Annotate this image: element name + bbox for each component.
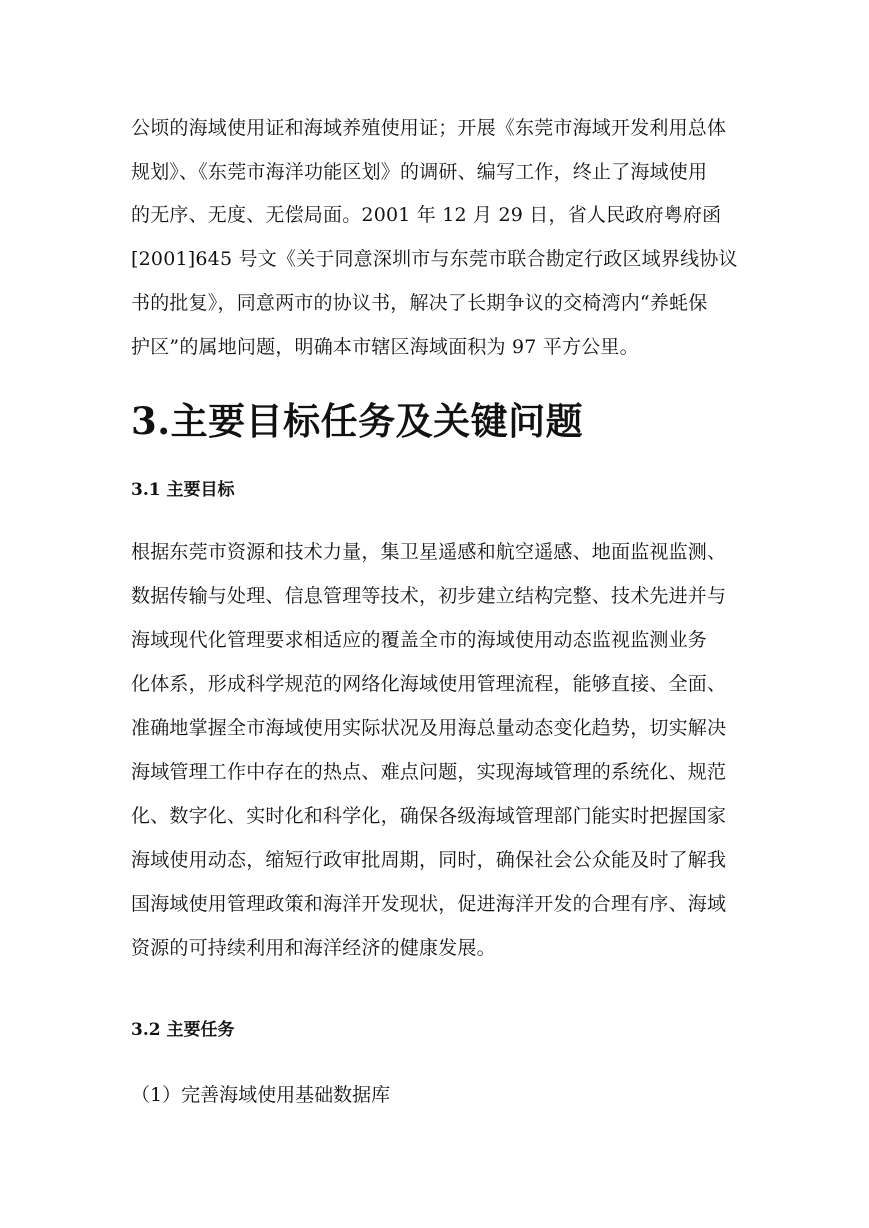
goals-line-8: 海域使用动态，缩短行政审批周期，同时，确保社会公众能及时了解我 [131,849,727,871]
intro-line-5: 书的批复》，同意两市的协议书，解决了长期争议的交椅湾内“养蚝保 [131,292,708,314]
goals-line-2: 数据传输与处理、信息管理等技术，初步建立结构完整、技术先进并与 [131,585,727,607]
goals-line-1: 根据东莞市资源和技术力量，集卫星遥感和航空遥感、地面监视监测、 [131,541,727,563]
goals-line-9: 国海域使用管理政策和海洋开发现状，促进海洋开发的合理有序、海域 [131,893,727,915]
section-heading: 3.主要目标任务及关键问题 [131,399,584,443]
goals-line-4: 化体系，形成科学规范的网络化海域使用管理流程，能够直接、全面、 [131,673,727,695]
goals-line-6: 海域管理工作中存在的热点、难点问题，实现海域管理的系统化、规范 [131,761,727,783]
goals-line-3: 海域现代化管理要求相适应的覆盖全市的海域使用动态监视监测业务 [131,629,708,651]
intro-line-2: 规划》、《东莞市海洋功能区划》的调研、编写工作，终止了海域使用 [131,161,708,183]
intro-line-1: 公顷的海域使用证和海域养殖使用证；开展《东莞市海域开发利用总体 [131,117,727,139]
goals-line-7: 化、数字化、实时化和科学化，确保各级海域管理部门能实时把握国家 [131,805,727,827]
goals-line-5: 准确地掌握全市海域使用实际状况及用海总量动态变化趋势，切实解决 [131,717,727,739]
task-item-1: （1）完善海域使用基础数据库 [131,1084,391,1106]
subsection-heading-goals: 3.1 主要目标 [131,480,235,500]
goals-line-10: 资源的可持续利用和海洋经济的健康发展。 [131,937,496,959]
intro-line-3: 的无序、无度、无偿局面。2001 年 12 月 29 日，省人民政府粤府函 [131,204,722,226]
subsection-heading-tasks: 3.2 主要任务 [131,1020,235,1040]
intro-line-4: [2001]645 号文《关于同意深圳市与东莞市联合勘定行政区域界线协议 [131,248,738,270]
intro-line-6: 护区”的属地问题，明确本市辖区海域面积为 97 平方公里。 [131,336,639,358]
